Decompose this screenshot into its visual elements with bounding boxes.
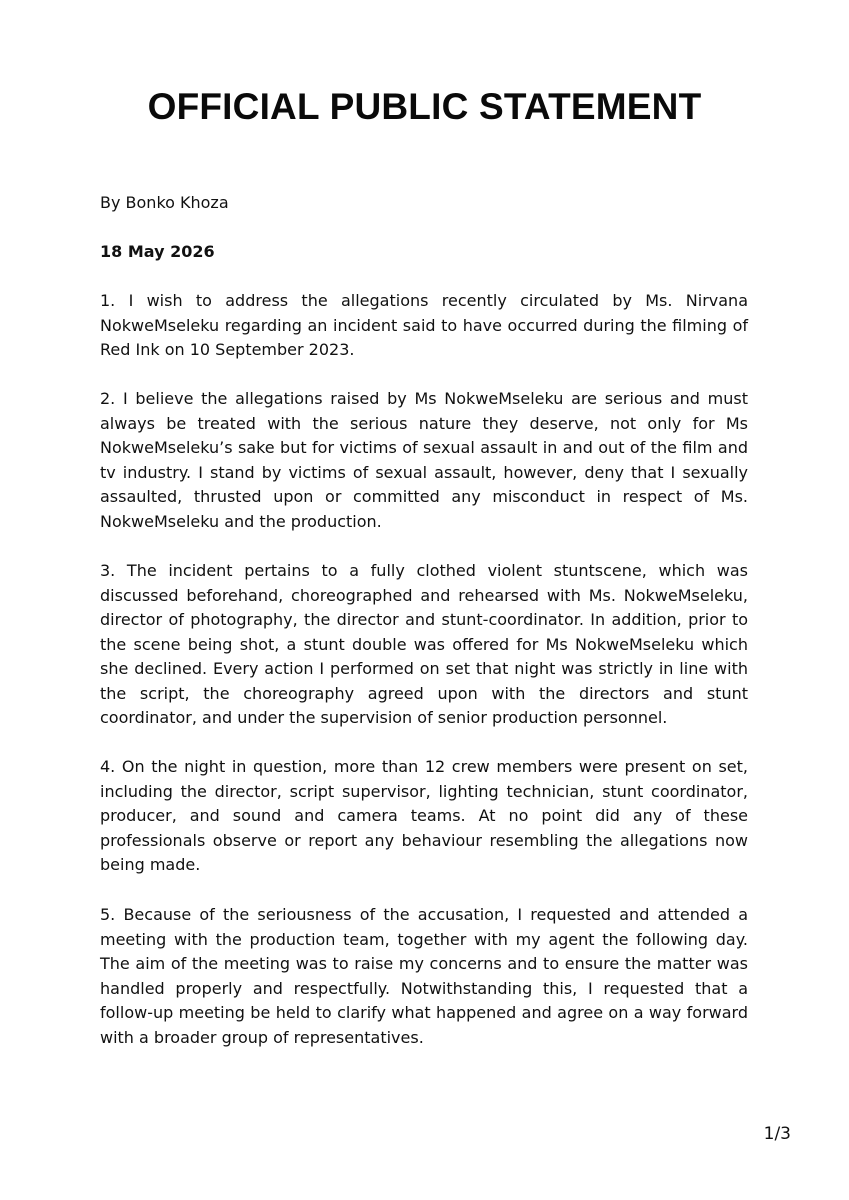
paragraph-5: 5. Because of the seriousness of the accusation, I requested and attended a meeting with the production team, together with my agent the following day. The aim of the meeting was to raise my concerns and to ensure the matter was handled properly and respectfully. Notwithstanding this, I requested that a follow-up meeting be held to clarify what happened and agree on a way forward with a broader group of representatives.	[100, 905, 748, 1047]
byline: By Bonko Khoza	[100, 193, 229, 212]
statement-title: OFFICIAL PUBLIC STATEMENT	[147, 86, 702, 127]
statement-date: 18 May 2026	[100, 242, 215, 261]
paragraph-2: 2. I believe the allegations raised by Ms NokweMseleku are serious and must always be treated with the serious nature they deserve, not only for Ms NokweMseleku’s sake but for victims of sexual assault in and out of the film and tv industry. I stand by victims of sexual assault, however, deny that I sexually assaulted, thrusted upon or committed any misconduct in respect of Ms. NokweMseleku and the production.	[100, 389, 748, 531]
paragraph-3: 3. The incident pertains to a fully clothed violent stuntscene, which was discussed beforehand, choreographed and rehearsed with Ms. NokweMseleku, director of photography, the director and stunt-coordinator. In addition, prior to the scene being shot, a stunt double was offered for Ms NokweMseleku which she declined. Every action I performed on set that night was strictly in line with the script, the choreography agreed upon with the directors and stunt coordinator, and under the supervision of senior production personnel.	[100, 561, 748, 727]
paragraph-1: 1. I wish to address the allegations recently circulated by Ms. Nirvana NokweMseleku regarding an incident said to have occurred during the filming of Red Ink on 10 September 2023.	[100, 291, 748, 359]
paragraph-4: 4. On the night in question, more than 12 crew members were present on set, including the director, script supervisor, lighting technician, stunt coordinator, producer, and sound and camera teams. At no point did any of these professionals observe or report any behaviour resembling the allegations now being made.	[100, 757, 748, 874]
page-number: 1/3	[763, 1124, 791, 1144]
